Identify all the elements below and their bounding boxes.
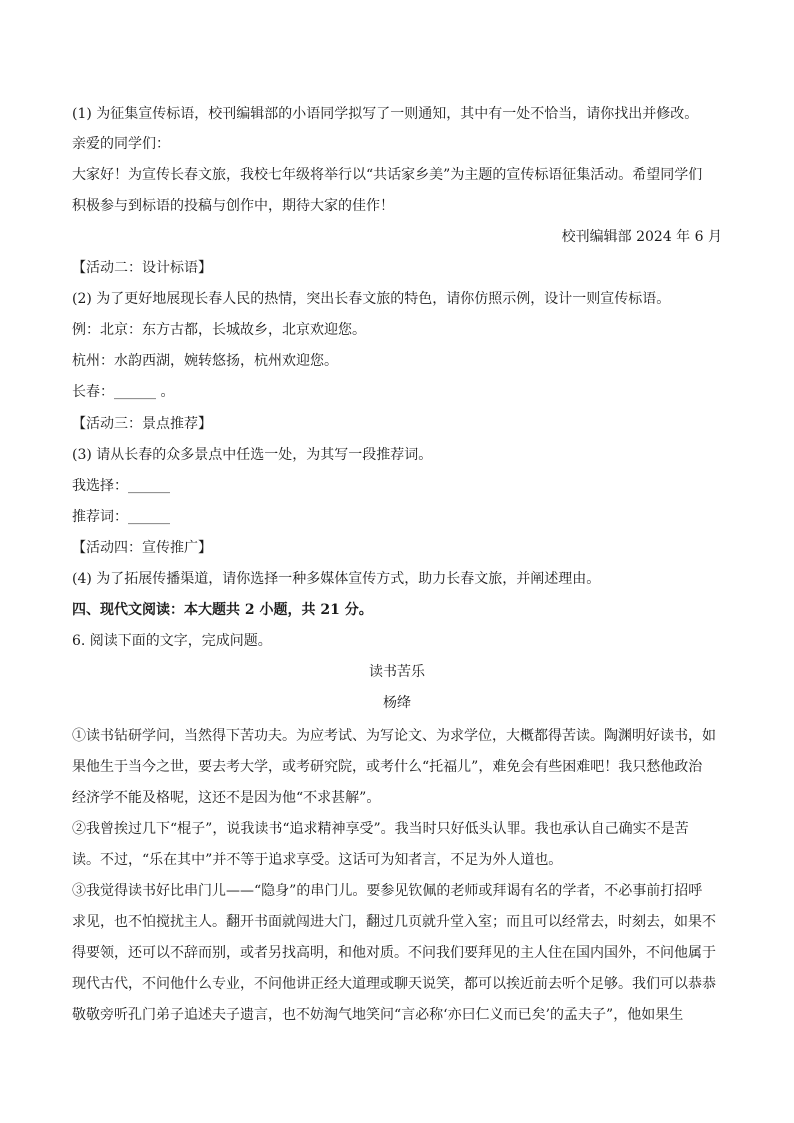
example-hangzhou: 杭州：水韵西湖，婉转悠扬，杭州欢迎您。 [72,353,338,369]
activity3-header: 【活动三：景点推荐】 [72,416,212,432]
q2-answer-blank: 长春：______ 。 [72,384,175,400]
article-line: 读。不过，“乐在其中”并不等于追求享受。这话可为知者言，不足为外人道也。 [72,852,563,868]
section-heading: 四、现代文阅读：本大题共 2 小题，共 21 分。 [72,602,373,618]
example-beijing: 例：北京：东方古都，长城故乡，北京欢迎您。 [72,322,366,338]
notice-body-line-1: 大家好！为宣传长春文旅，我校七年级将举行以“共话家乡美”为主题的宣传标语征集活动。希望同学们 [72,167,703,183]
q1-prompt: (1) 为征集宣传标语，校刊编辑部的小语同学拟写了一则通知，其中有一处不恰当，请你找出并修改。 [72,106,699,122]
article-line: 果他生于当今之世，要去考大学，或考研究院，或考什么“托福儿”，难免会有些困难吧！我只愁他政治 [72,759,703,775]
article-line: 现代古代，不问他什么专业，不问他讲正经大道理或聊天说笑，都可以挨近前去听个足够。我们可以恭恭 [72,976,716,992]
notice-body-line-2: 积极参与到标语的投稿与创作中，期待大家的佳作！ [72,198,394,214]
activity4-header: 【活动四：宣传推广】 [72,540,212,556]
q2-prompt: (2) 为了更好地展现长春人民的热情，突出长春文旅的特色，请你仿照示例，设计一则宣传标语。 [72,291,671,307]
article-line: 得要领，还可以不辞而别，或者另找高明，和他对质。不问我们要拜见的主人住在国内国外，不问他属于 [72,945,716,961]
article-line: 经济学不能及格呢，这还不是因为他“不求甚解”。 [72,790,381,806]
q3-recommend-blank: 推荐词：______ [72,509,170,525]
q3-prompt: (3) 请从长春的众多景点中任选一处，为其写一段推荐词。 [72,447,433,463]
notice-greeting: 亲爱的同学们： [72,136,170,152]
article-line: ①读书钻研学问，当然得下苦功夫。为应考试、为写论文、为求学位，大概都得苦读。陶渊明好读书，如 [72,728,716,744]
q4-prompt: (4) 为了拓展传播渠道，请你选择一种多媒体宣传方式，助力长春文旅，并阐述理由。 [72,571,601,587]
article-author: 杨绛 [383,695,411,711]
article-line: ③我觉得读书好比串门儿——“隐身”的串门儿。要参见钦佩的老师或拜谒有名的学者，不必事前打招呼 [72,883,703,899]
article-line: 敬敬旁听孔门弟子追述夫子遗言，也不妨淘气地笑问“言必称‘亦曰仁义而已矣’的孟夫子”，他如果生 [72,1007,684,1023]
q3-choice-blank: 我选择：______ [72,478,170,494]
article-line: ②我曾挨过几下“棍子”，说我读书“追求精神享受”。我当时只好低头认罪。我也承认自己确实不是苦 [72,821,689,837]
article-line: 求见，也不怕搅扰主人。翻开书面就闯进大门，翻过几页就升堂入室；而且可以经常去，时刻去，如果不 [72,914,716,930]
notice-signature: 校刊编辑部 2024 年 6 月 [561,229,722,245]
q6-instruction: 6. 阅读下面的文字，完成问题。 [72,633,272,649]
activity2-header: 【活动二：设计标语】 [72,260,212,276]
article-title: 读书苦乐 [369,664,425,680]
